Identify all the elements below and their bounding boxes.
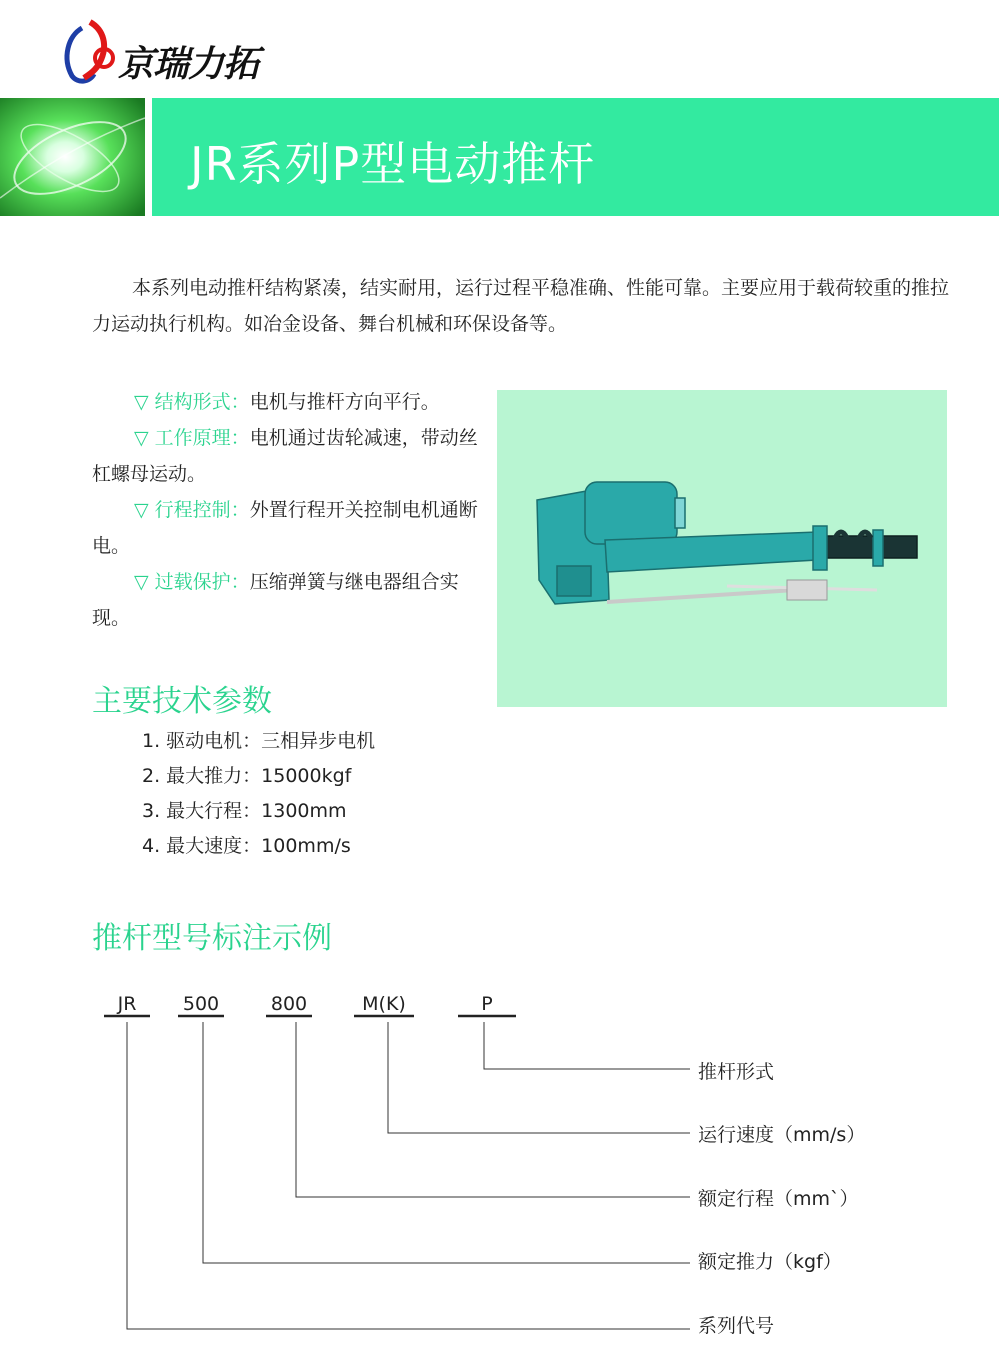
legend-thrust: 额定推力（kgf） [698,1251,842,1273]
feature-text: 电机与推杆方向平行。 [249,391,440,413]
model-code-thrust: 500 [182,993,220,1015]
spec-item: 3. 最大行程：1300mm [142,800,347,822]
triangle-marker-icon: ▽ [134,427,149,449]
legend-type: 推杆形式 [698,1061,775,1083]
intro-paragraph: 本系列电动推杆结构紧凑，结实耐用，运行过程平稳准确、性能可靠。主要应用于载荷较重的推拉力运动执行机构。如冶金设备、舞台机械和环保设备等。 [92,277,950,335]
specs-heading: 主要技术参数 [92,684,272,719]
spec-item: 1. 驱动电机：三相异步电机 [142,730,376,752]
feature-text: 外置行程开关控制电机通断电。 [92,499,478,557]
feature-label: 工作原理： [154,427,250,449]
page-title: JR系列P型电动推杆 [190,137,596,191]
legend-speed: 运行速度（mm/s） [698,1124,866,1146]
triangle-marker-icon: ▽ [134,499,149,521]
model-code-speed: M(K) [362,993,406,1015]
feature-label: 过载保护： [154,571,250,593]
brand-name: 京瑞力拓 [118,44,259,85]
triangle-marker-icon: ▽ [134,571,149,593]
feature-text: 压缩弹簧与继电器组合实现。 [92,571,459,629]
model-heading: 推杆型号标注示例 [92,921,332,956]
triangle-marker-icon: ▽ [134,391,149,413]
legend-stroke: 额定行程（mm`） [698,1188,859,1210]
feature-label: 行程控制： [154,499,250,521]
model-code-series: JR [117,993,137,1015]
legend-series: 系列代号 [698,1315,775,1337]
model-code-type: P [481,993,493,1015]
spec-item: 4. 最大速度：100mm/s [142,835,351,857]
model-code-stroke: 800 [270,993,308,1015]
feature-label: 结构形式： [154,391,250,413]
feature-text: 电机通过齿轮减速，带动丝杠螺母运动。 [92,427,478,485]
spec-item: 2. 最大推力：15000kgf [142,765,352,787]
